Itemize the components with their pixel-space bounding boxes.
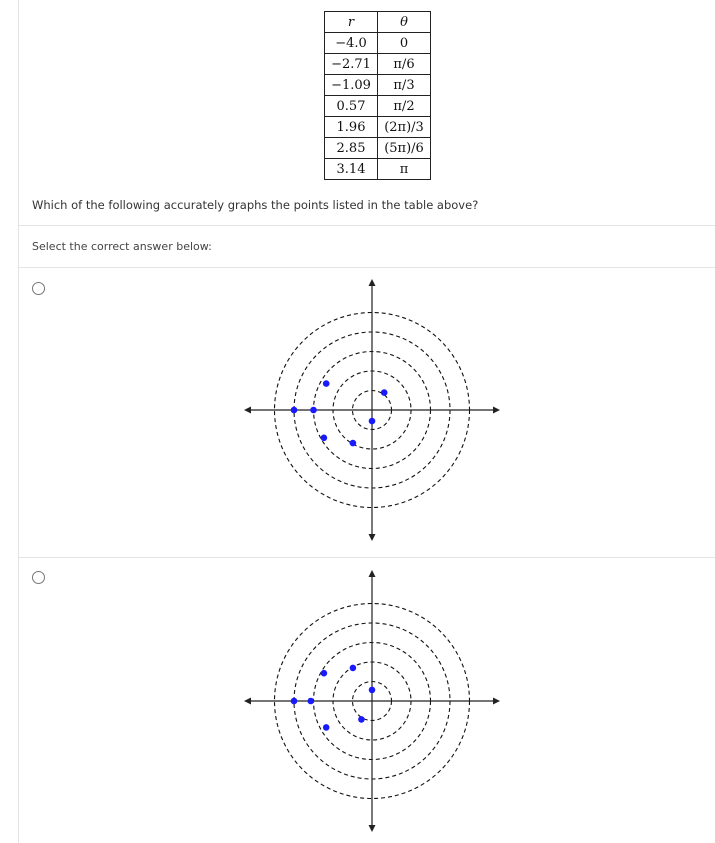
answer-option-1-graph[interactable] <box>241 277 503 544</box>
y-axis-arrow-up <box>369 279 376 286</box>
header-r: r <box>325 12 378 33</box>
question-panel <box>18 0 715 843</box>
table-header-row <box>325 12 431 33</box>
x-axis-arrow-right <box>493 698 500 705</box>
data-point <box>321 670 328 677</box>
cell-theta: (2π)/3 <box>378 117 431 138</box>
cell-r: −1.09 <box>325 75 378 96</box>
y-axis-arrow-down <box>369 534 376 541</box>
data-point <box>323 724 330 731</box>
cell-theta: π <box>378 159 431 180</box>
data-point <box>350 440 357 447</box>
table-row <box>325 75 431 96</box>
data-point <box>350 665 357 672</box>
x-axis-arrow-left <box>244 698 251 705</box>
data-point <box>310 407 317 414</box>
answer-option-2-radio[interactable] <box>32 571 45 584</box>
data-point <box>369 418 376 425</box>
answer-option-1-radio[interactable] <box>32 282 45 295</box>
cell-theta: π/6 <box>378 54 431 75</box>
header-theta: θ <box>378 12 431 33</box>
cell-r: 2.85 <box>325 138 378 159</box>
data-point <box>358 716 365 723</box>
table-row <box>325 117 431 138</box>
data-point <box>369 687 376 694</box>
cell-theta: (5π)/6 <box>378 138 431 159</box>
table-row <box>325 138 431 159</box>
table-row <box>325 159 431 180</box>
cell-theta: π/2 <box>378 96 431 117</box>
cell-theta: π/3 <box>378 75 431 96</box>
data-point <box>291 698 298 705</box>
x-axis-arrow-right <box>493 407 500 414</box>
data-point <box>321 435 328 442</box>
table-row <box>325 54 431 75</box>
x-axis-arrow-left <box>244 407 251 414</box>
answer-option-2-graph[interactable] <box>241 568 503 835</box>
question-text: Which of the following accurately graphs the points listed in the table above? <box>32 198 479 212</box>
table-row <box>325 96 431 117</box>
values-table <box>324 11 431 180</box>
y-axis-arrow-down <box>369 825 376 832</box>
data-point <box>308 698 315 705</box>
divider <box>19 225 715 226</box>
cell-theta: 0 <box>378 33 431 54</box>
table-row <box>325 33 431 54</box>
divider <box>19 557 715 558</box>
cell-r: 1.96 <box>325 117 378 138</box>
cell-r: −4.0 <box>325 33 378 54</box>
data-point <box>381 389 388 396</box>
cell-r: 0.57 <box>325 96 378 117</box>
y-axis-arrow-up <box>369 570 376 577</box>
answer-prompt: Select the correct answer below: <box>32 240 212 253</box>
data-point <box>323 380 330 387</box>
cell-r: −2.71 <box>325 54 378 75</box>
cell-r: 3.14 <box>325 159 378 180</box>
divider <box>19 267 715 268</box>
data-point <box>291 407 298 414</box>
